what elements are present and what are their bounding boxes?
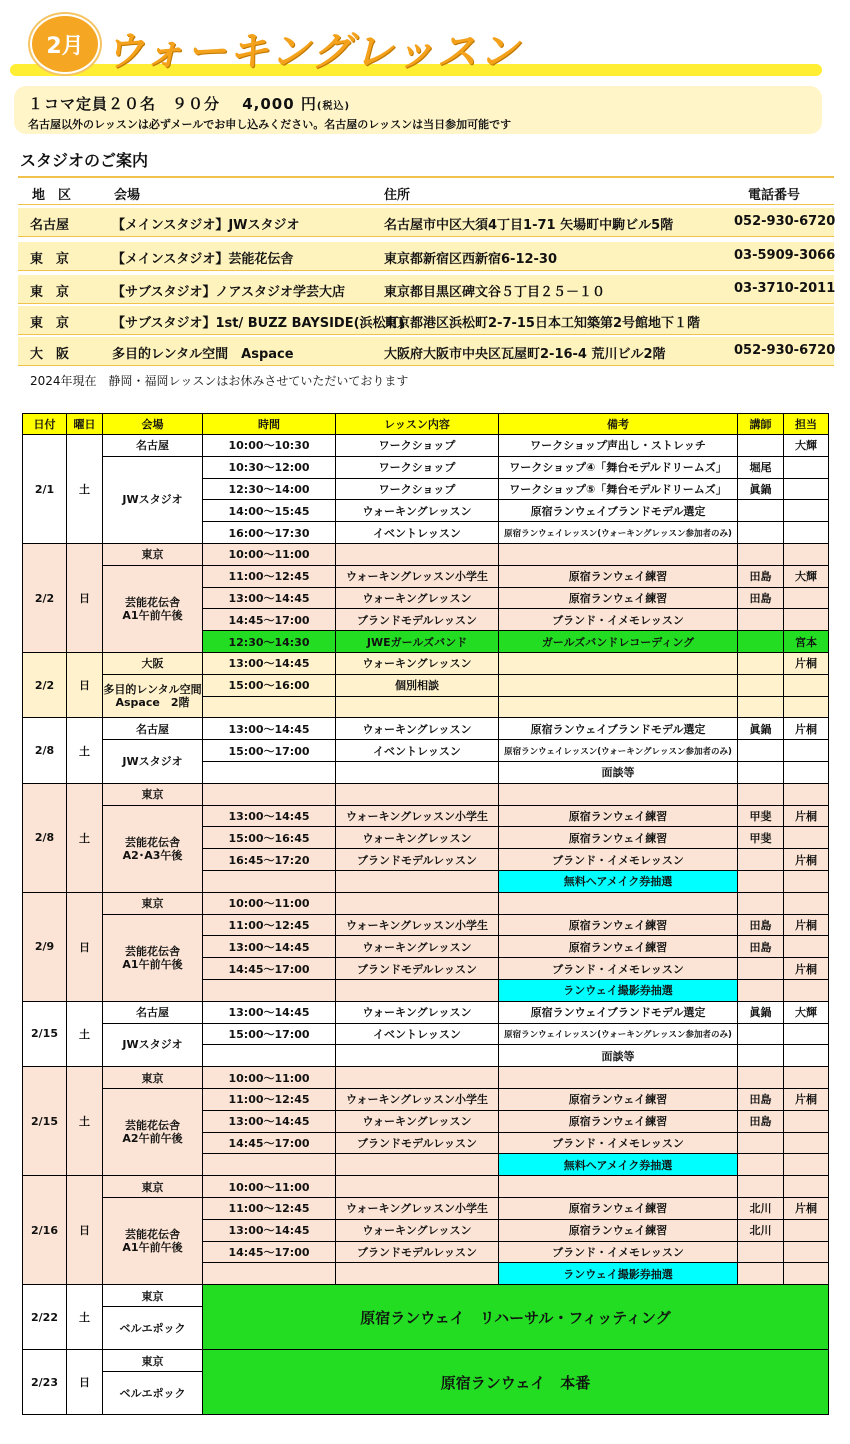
row-charge <box>784 980 829 1002</box>
studio-phone: 052-930-6720 <box>734 214 836 229</box>
row-remarks: 原宿ランウェイブランドモデル選定 <box>499 1002 738 1024</box>
row-time: 10:00～10:30 <box>203 435 336 457</box>
row-remarks: 原宿ランウェイブランドモデル選定 <box>499 500 738 522</box>
row-teacher <box>738 1242 784 1264</box>
row-teacher <box>738 762 784 784</box>
studio-area: 名古屋 <box>30 218 70 233</box>
row-time: 14:00～15:45 <box>203 500 336 522</box>
col-venue: 会場 <box>114 188 141 203</box>
row-teacher <box>738 893 784 915</box>
header-venue: 会場 <box>103 414 203 435</box>
event-city: 東京 <box>103 1285 203 1307</box>
studio-phone: 03-3710-2011 <box>734 281 836 296</box>
row-content <box>336 1263 499 1285</box>
row-time: 13:00～14:45 <box>203 1220 336 1242</box>
block-venue: JWスタジオ <box>103 457 203 544</box>
row-charge <box>784 936 829 958</box>
col-phone: 電話番号 <box>748 188 801 203</box>
row-teacher <box>738 522 784 544</box>
row-teacher: 北川 <box>738 1220 784 1242</box>
row-content: イベントレッスン <box>336 522 499 544</box>
row-remarks <box>499 653 738 675</box>
row-charge <box>784 500 829 522</box>
row-time <box>203 697 336 719</box>
row-remarks: 原宿ランウェイ練習 <box>499 806 738 828</box>
studio-address: 大阪府大阪市中央区瓦屋町2-16-4 荒川ビル2階 <box>384 347 666 362</box>
row-teacher: 田島 <box>738 566 784 588</box>
block-venue: 芸能花伝舎 A1午前午後 <box>103 915 203 1002</box>
row-charge <box>784 675 829 697</box>
row-remarks: 面談等 <box>499 762 738 784</box>
row-charge: 片桐 <box>784 1089 829 1111</box>
row-teacher <box>738 653 784 675</box>
row-charge <box>784 544 829 566</box>
row-teacher: 田島 <box>738 588 784 610</box>
block-weekday: 日 <box>67 544 103 653</box>
row-content: ウォーキングレッスン <box>336 936 499 958</box>
row-charge <box>784 1045 829 1067</box>
row-charge: 片桐 <box>784 958 829 980</box>
row-content: イベントレッスン <box>336 740 499 762</box>
row-time: 14:45～17:00 <box>203 958 336 980</box>
row-time: 14:45～17:00 <box>203 1242 336 1264</box>
row-teacher: 田島 <box>738 936 784 958</box>
row-remarks: ブランド・イメモレッスン <box>499 1242 738 1264</box>
header-dow: 曜日 <box>67 414 103 435</box>
header-charge: 担当 <box>784 414 829 435</box>
block-venue: 芸能花伝舎 A2午前午後 <box>103 1089 203 1176</box>
price-text: １コマ定員２０名 ９０分 4,000 円 <box>28 95 317 113</box>
row-time <box>203 980 336 1002</box>
event-city: 東京 <box>103 1350 203 1372</box>
row-content <box>336 1154 499 1176</box>
block-weekday: 土 <box>67 718 103 783</box>
row-remarks <box>499 697 738 719</box>
row-teacher: 眞鍋 <box>738 718 784 740</box>
row-remarks: 原宿ランウェイ練習 <box>499 827 738 849</box>
block-date: 2/2 <box>23 653 67 718</box>
studio-row <box>18 208 834 237</box>
block-date: 2/8 <box>23 718 67 783</box>
row-time <box>203 784 336 806</box>
block-weekday: 土 <box>67 1067 103 1176</box>
row-remarks: 原宿ランウェイレッスン(ウォーキングレッスン参加者のみ) <box>499 522 738 544</box>
row-time: 16:45～17:20 <box>203 849 336 871</box>
row-remarks: 無料ヘアメイク券抽選 <box>499 871 738 893</box>
row-teacher <box>738 1045 784 1067</box>
header-date: 日付 <box>23 414 67 435</box>
row-charge: 大輝 <box>784 435 829 457</box>
row-content: ウォーキングレッスン <box>336 588 499 610</box>
row-content: ワークショップ <box>336 479 499 501</box>
row-teacher <box>738 697 784 719</box>
block-date: 2/8 <box>23 784 67 893</box>
row-remarks <box>499 544 738 566</box>
row-content: 個別相談 <box>336 675 499 697</box>
event-banner: 原宿ランウェイ リハーサル・フィッティング <box>203 1285 829 1350</box>
row-charge <box>784 1133 829 1155</box>
row-teacher <box>738 1067 784 1089</box>
row-charge: 片桐 <box>784 1198 829 1220</box>
row-charge <box>784 697 829 719</box>
row-content <box>336 1067 499 1089</box>
row-time: 11:00～12:45 <box>203 915 336 937</box>
row-time: 13:00～14:45 <box>203 588 336 610</box>
row-charge <box>784 609 829 631</box>
row-time <box>203 1045 336 1067</box>
block-city: 東京 <box>103 544 203 566</box>
row-charge <box>784 1154 829 1176</box>
block-date: 2/9 <box>23 893 67 1002</box>
studio-address: 名古屋市中区大須4丁目1-71 矢場町中駒ビル5階 <box>384 218 674 233</box>
row-remarks: 原宿ランウェイ練習 <box>499 566 738 588</box>
row-content <box>336 544 499 566</box>
row-teacher <box>738 1024 784 1046</box>
row-time: 14:45～17:00 <box>203 1133 336 1155</box>
row-teacher <box>738 784 784 806</box>
row-remarks <box>499 1176 738 1198</box>
row-content: ブランドモデルレッスン <box>336 609 499 631</box>
row-content: ウォーキングレッスン <box>336 1111 499 1133</box>
header-content: レッスン内容 <box>336 414 499 435</box>
row-time: 13:00～14:45 <box>203 1111 336 1133</box>
row-content: ウォーキングレッスン小学生 <box>336 1198 499 1220</box>
event-date: 2/23 <box>23 1350 67 1415</box>
block-weekday: 日 <box>67 893 103 1002</box>
row-remarks: 原宿ランウェイ練習 <box>499 1220 738 1242</box>
event-venue: ベルエポック <box>103 1307 203 1350</box>
row-content: ウォーキングレッスン小学生 <box>336 566 499 588</box>
studio-address: 東京都目黒区碑文谷５丁目２５－１０ <box>384 285 606 300</box>
row-teacher <box>738 609 784 631</box>
block-city: 東京 <box>103 1176 203 1198</box>
row-time: 13:00～14:45 <box>203 936 336 958</box>
header-teacher: 講師 <box>738 414 784 435</box>
studio-row <box>18 306 834 335</box>
studio-heading: スタジオのご案内 <box>20 151 149 170</box>
row-time: 13:00～14:45 <box>203 806 336 828</box>
month-label: 2月 <box>46 33 84 59</box>
block-city: 名古屋 <box>103 435 203 457</box>
row-charge <box>784 1220 829 1242</box>
studio-venue: 【メインスタジオ】JWスタジオ <box>112 218 300 233</box>
header-remarks: 備考 <box>499 414 738 435</box>
row-time: 13:00～14:45 <box>203 1002 336 1024</box>
row-content: ウォーキングレッスン小学生 <box>336 915 499 937</box>
row-time: 11:00～12:45 <box>203 1198 336 1220</box>
row-charge <box>784 893 829 915</box>
event-venue: ベルエポック <box>103 1372 203 1415</box>
row-content: ワークショップ <box>336 457 499 479</box>
row-charge: 片桐 <box>784 653 829 675</box>
row-remarks: ブランド・イメモレッスン <box>499 849 738 871</box>
row-content: ウォーキングレッスン <box>336 718 499 740</box>
studio-address: 東京都港区浜松町2-7-15日本工知築第2号館地下１階 <box>384 316 701 331</box>
studio-venue: 【メインスタジオ】芸能花伝舎 <box>112 252 294 267</box>
row-teacher <box>738 740 784 762</box>
row-teacher <box>738 958 784 980</box>
row-charge: 片桐 <box>784 915 829 937</box>
row-remarks: ランウェイ撮影券抽選 <box>499 980 738 1002</box>
row-charge: 片桐 <box>784 718 829 740</box>
row-content: ウォーキングレッスン <box>336 500 499 522</box>
block-weekday: 土 <box>67 1002 103 1067</box>
row-time: 12:30～14:30 <box>203 631 336 653</box>
block-weekday: 土 <box>67 435 103 544</box>
row-content: JWEガールズバンド <box>336 631 499 653</box>
block-venue: 芸能花伝舎 A1午前午後 <box>103 1198 203 1285</box>
row-teacher: 甲斐 <box>738 806 784 828</box>
studio-venue: 多目的レンタル空間 Aspace <box>112 347 294 362</box>
block-venue: 多目的レンタル空間 Aspace 2階 <box>103 675 203 719</box>
row-content: ウォーキングレッスン小学生 <box>336 806 499 828</box>
row-teacher: 田島 <box>738 1089 784 1111</box>
row-remarks: ブランド・イメモレッスン <box>499 609 738 631</box>
row-time: 14:45～17:00 <box>203 609 336 631</box>
row-time: 10:00～11:00 <box>203 544 336 566</box>
block-city: 大阪 <box>103 653 203 675</box>
studio-area: 東 京 <box>30 252 70 267</box>
row-time: 12:30～14:00 <box>203 479 336 501</box>
header-time: 時間 <box>203 414 336 435</box>
row-teacher: 田島 <box>738 1111 784 1133</box>
row-time: 15:00～17:00 <box>203 1024 336 1046</box>
row-time: 15:00～16:00 <box>203 675 336 697</box>
block-venue: 芸能花伝舎 A2･A3午後 <box>103 806 203 893</box>
studio-venue: 【サブスタジオ】1st/ BUZZ BAYSIDE(浜松町) <box>112 316 405 331</box>
row-charge <box>784 1111 829 1133</box>
row-remarks: ワークショップ④「舞台モデルドリームズ」 <box>499 457 738 479</box>
studio-area: 東 京 <box>30 285 70 300</box>
row-time: 16:00～17:30 <box>203 522 336 544</box>
row-charge: 片桐 <box>784 806 829 828</box>
row-content: ウォーキングレッスン <box>336 827 499 849</box>
row-charge <box>784 827 829 849</box>
event-banner: 原宿ランウェイ 本番 <box>203 1350 829 1415</box>
event-date: 2/22 <box>23 1285 67 1350</box>
block-city: 東京 <box>103 784 203 806</box>
row-content <box>336 893 499 915</box>
row-charge <box>784 1024 829 1046</box>
row-content <box>336 871 499 893</box>
block-city: 名古屋 <box>103 1002 203 1024</box>
row-remarks: 原宿ランウェイレッスン(ウォーキングレッスン参加者のみ) <box>499 740 738 762</box>
studio-phone: 052-930-6720 <box>734 343 836 358</box>
row-content: ウォーキングレッスン <box>336 1220 499 1242</box>
block-venue: 芸能花伝舎 A1午前午後 <box>103 566 203 653</box>
row-remarks: 原宿ランウェイ練習 <box>499 1198 738 1220</box>
month-badge <box>30 14 100 74</box>
row-remarks <box>499 784 738 806</box>
row-remarks: 原宿ランウェイ練習 <box>499 1089 738 1111</box>
row-remarks <box>499 675 738 697</box>
row-teacher <box>738 631 784 653</box>
row-remarks: 原宿ランウェイレッスン(ウォーキングレッスン参加者のみ) <box>499 1024 738 1046</box>
row-teacher <box>738 435 784 457</box>
row-teacher <box>738 1263 784 1285</box>
row-remarks: ランウェイ撮影券抽選 <box>499 1263 738 1285</box>
row-teacher <box>738 675 784 697</box>
row-time: 10:30～12:00 <box>203 457 336 479</box>
col-address: 住所 <box>384 188 411 203</box>
row-charge: 大輝 <box>784 566 829 588</box>
row-charge <box>784 479 829 501</box>
studio-address: 東京都新宿区西新宿6-12-30 <box>384 252 558 267</box>
row-teacher <box>738 1176 784 1198</box>
row-remarks: 面談等 <box>499 1045 738 1067</box>
studio-area: 大 阪 <box>30 347 70 362</box>
studio-row <box>18 337 834 366</box>
row-teacher: 堀尾 <box>738 457 784 479</box>
row-charge <box>784 522 829 544</box>
block-weekday: 土 <box>67 784 103 893</box>
block-date: 2/15 <box>23 1067 67 1176</box>
row-teacher <box>738 871 784 893</box>
row-charge <box>784 740 829 762</box>
row-content <box>336 1176 499 1198</box>
row-time: 11:00～12:45 <box>203 566 336 588</box>
block-date: 2/15 <box>23 1002 67 1067</box>
row-charge: 宮本 <box>784 631 829 653</box>
row-content: ブランドモデルレッスン <box>336 1242 499 1264</box>
page-title: ウォーキングレッスン <box>104 29 521 75</box>
row-content <box>336 762 499 784</box>
block-weekday: 日 <box>67 1176 103 1285</box>
block-city: 東京 <box>103 893 203 915</box>
row-teacher <box>738 544 784 566</box>
row-remarks: 原宿ランウェイブランドモデル選定 <box>499 718 738 740</box>
row-teacher: 眞鍋 <box>738 479 784 501</box>
row-teacher: 田島 <box>738 915 784 937</box>
row-time: 13:00～14:45 <box>203 718 336 740</box>
row-remarks: 原宿ランウェイ練習 <box>499 1111 738 1133</box>
row-content: ブランドモデルレッスン <box>336 958 499 980</box>
row-content: ウォーキングレッスン <box>336 653 499 675</box>
row-charge: 片桐 <box>784 849 829 871</box>
row-charge: 大輝 <box>784 1002 829 1024</box>
row-content: イベントレッスン <box>336 1024 499 1046</box>
row-teacher: 甲斐 <box>738 827 784 849</box>
row-charge <box>784 588 829 610</box>
block-city: 東京 <box>103 1067 203 1089</box>
studio-note: 2024年現在 静岡・福岡レッスンはお休みさせていただいております <box>30 374 409 388</box>
row-remarks: 原宿ランウェイ練習 <box>499 915 738 937</box>
row-remarks: ガールズバンドレコーディング <box>499 631 738 653</box>
row-content: ウォーキングレッスン <box>336 1002 499 1024</box>
row-charge <box>784 762 829 784</box>
row-content: ブランドモデルレッスン <box>336 849 499 871</box>
row-charge <box>784 784 829 806</box>
row-charge <box>784 1242 829 1264</box>
block-date: 2/16 <box>23 1176 67 1285</box>
row-remarks <box>499 893 738 915</box>
block-weekday: 日 <box>67 653 103 718</box>
row-time: 10:00～11:00 <box>203 1067 336 1089</box>
studio-area: 東 京 <box>30 316 70 331</box>
row-charge <box>784 1067 829 1089</box>
row-time <box>203 1263 336 1285</box>
row-teacher: 眞鍋 <box>738 1002 784 1024</box>
block-date: 2/2 <box>23 544 67 653</box>
event-weekday: 土 <box>67 1285 103 1350</box>
reservation-note: 名古屋以外のレッスンは必ずメールでお申し込みください。名古屋のレッスンは当日参加可能です <box>28 118 512 131</box>
row-teacher: 北川 <box>738 1198 784 1220</box>
tax-note: (税込) <box>316 101 351 112</box>
row-remarks: 無料ヘアメイク券抽選 <box>499 1154 738 1176</box>
row-charge <box>784 1176 829 1198</box>
block-city: 名古屋 <box>103 718 203 740</box>
row-remarks: ブランド・イメモレッスン <box>499 1133 738 1155</box>
studio-phone: 03-5909-3066 <box>734 248 836 263</box>
row-remarks: ワークショップ声出し・ストレッチ <box>499 435 738 457</box>
row-remarks <box>499 1067 738 1089</box>
row-content <box>336 980 499 1002</box>
row-remarks: ブランド・イメモレッスン <box>499 958 738 980</box>
studio-row <box>18 275 834 304</box>
row-content: ウォーキングレッスン小学生 <box>336 1089 499 1111</box>
row-remarks: 原宿ランウェイ練習 <box>499 936 738 958</box>
row-content: ワークショップ <box>336 435 499 457</box>
row-teacher <box>738 980 784 1002</box>
row-time: 13:00～14:45 <box>203 653 336 675</box>
row-remarks: 原宿ランウェイ練習 <box>499 588 738 610</box>
row-teacher <box>738 500 784 522</box>
event-weekday: 日 <box>67 1350 103 1415</box>
row-teacher <box>738 1133 784 1155</box>
block-venue: JWスタジオ <box>103 740 203 784</box>
row-charge <box>784 1263 829 1285</box>
block-venue: JWスタジオ <box>103 1024 203 1068</box>
row-content <box>336 784 499 806</box>
row-time: 15:00～16:45 <box>203 827 336 849</box>
row-time: 10:00～11:00 <box>203 1176 336 1198</box>
row-teacher <box>738 1154 784 1176</box>
row-content <box>336 697 499 719</box>
row-time: 11:00～12:45 <box>203 1089 336 1111</box>
studio-row <box>18 242 834 271</box>
price-info <box>28 93 350 114</box>
row-time: 10:00～11:00 <box>203 893 336 915</box>
row-remarks: ワークショップ⑤「舞台モデルドリームズ」 <box>499 479 738 501</box>
schedule-table <box>22 413 829 1415</box>
row-charge <box>784 457 829 479</box>
row-time <box>203 1154 336 1176</box>
row-time: 15:00～17:00 <box>203 740 336 762</box>
row-time <box>203 762 336 784</box>
row-time <box>203 871 336 893</box>
row-charge <box>784 871 829 893</box>
block-date: 2/1 <box>23 435 67 544</box>
studio-venue: 【サブスタジオ】ノアスタジオ学芸大店 <box>112 285 345 300</box>
row-content: ブランドモデルレッスン <box>336 1133 499 1155</box>
col-area: 地 区 <box>32 188 72 203</box>
row-content <box>336 1045 499 1067</box>
row-teacher <box>738 849 784 871</box>
studio-table-header <box>18 176 834 205</box>
